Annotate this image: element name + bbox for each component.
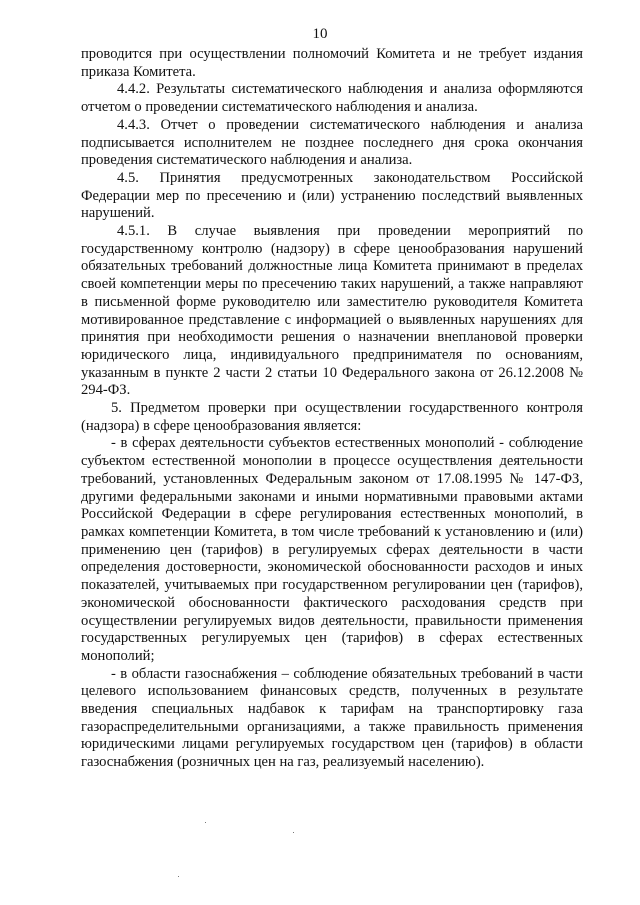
scan-speck	[178, 876, 179, 877]
scan-speck	[293, 832, 294, 833]
list-item-natural-monopolies: - в сферах деятельности субъектов естественных монополий - соблюдение субъектом естественной монополии в процессе осуществления деятельности требований, установленных Федеральным законом от 17.08.1995 № 147-ФЗ, другими федеральными законами и иными нормативными правовыми актами Российской Федерации в сфере регулирования естественных монополий, в рамках компетенции Комитета, в том числе требований к установлению и (или) применению цен (тарифов) в регулируемых сферах деятельности в части определения достоверности, экономической обоснованности расходов и иных показателей, учитываемых при государственном регулировании цен (тарифов), экономической обоснованности фактического расходования средств при осуществлении регулируемых видов деятельности, правильности применения государственных регулируемых цен (тарифов) в сферах естественных монополий;	[81, 435, 583, 664]
paragraph-4-5-1: 4.5.1. В случае выявления при проведении мероприятий по государственному контролю (надзору) в сфере ценообразования нарушений обязательных требований должностные лица Комитета принимают в пределах своей компетенции меры по пресечению таких нарушений, а также направляют в письменной форме руководителю или заместителю руководителя Комитета мотивированное представление с информацией о выявленных нарушениях для принятия при необходимости решения о назначении внеплановой проверки юридического лица, индивидуального предпринимателя по основаниям, указанным в пункте 2 части 2 статьи 10 Федерального закона от 26.12.2008 № 294-ФЗ.	[81, 223, 583, 399]
paragraph-4-4-2: 4.4.2. Результаты систематического наблюдения и анализа оформляются отчетом о проведении систематического наблюдения и анализа.	[81, 81, 583, 116]
paragraph-5: 5. Предметом проверки при осуществлении государственного контроля (надзора) в сфере ценообразования является:	[81, 400, 583, 434]
page-number: 10	[312, 26, 328, 42]
paragraph-4-4-3: 4.4.3. Отчет о проведении систематического наблюдения и анализа подписывается исполнителем не позднее последнего дня срока окончания проведения систематического наблюдения и анализа.	[81, 116, 583, 169]
document-body	[81, 46, 583, 772]
paragraph-continuation: проводится при осуществлении полномочий Комитета и не требует издания приказа Комитета.	[81, 46, 583, 80]
scan-speck	[205, 822, 206, 823]
list-item-gas-supply: - в области газоснабжения – соблюдение обязательных требований в части целевого использованием финансовых средств, полученных в результате введения специальных надбавок к тарифам на транспортировку газа газораспределительными организациями, а также правильность применения юридическими лицами регулируемых государством цен (тарифов) в области газоснабжения (розничных цен на газ, реализуемый населению).	[81, 665, 583, 771]
paragraph-4-5: 4.5. Принятия предусмотренных законодательством Российской Федерации мер по пресечению и (или) устранению последствий выявленных нарушений.	[81, 169, 583, 222]
